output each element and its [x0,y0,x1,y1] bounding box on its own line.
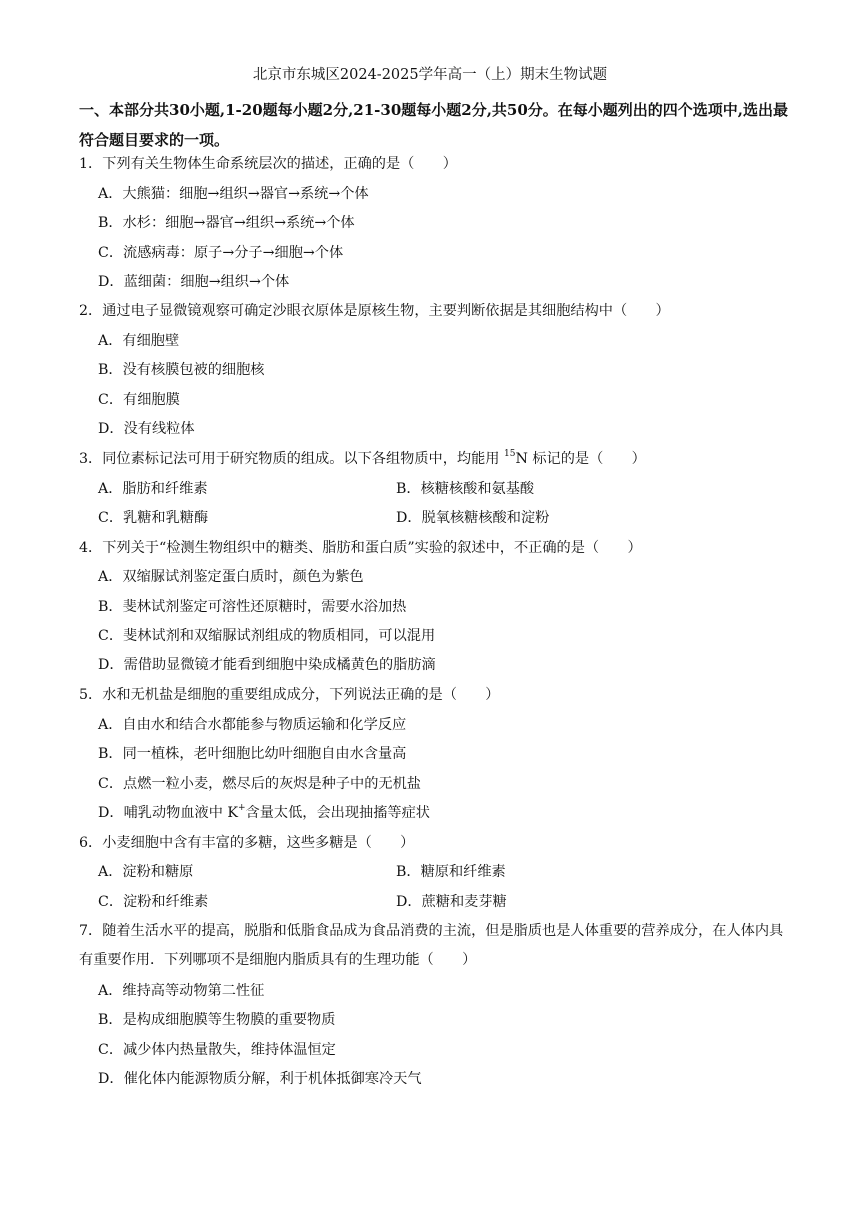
question-5-stem: 5．水和无机盐是细胞的重要组成成分，下列说法正确的是（ ） [79,687,500,703]
question-4-option-c: C．斐林试剂和双缩脲试剂组成的物质相同，可以混用 [98,628,436,644]
question-5-option-d-start: D．哺乳动物血液中 K [98,805,238,821]
question-2-option-c: C．有细胞膜 [98,392,180,408]
question-2-option-b: B．没有核膜包被的细胞核 [98,362,265,378]
question-3-option-a: A．脂肪和纤维素 [98,481,208,497]
question-7-stem: 7．随着生活水平的提高，脱脂和低脂食品成为食品消费的主流，但是脂质也是人体重要的营养成分，在人体内具有重要作用．下列哪项不是细胞内脂质具有的生理功能（ ） [79,923,784,968]
question-5-option-d [98,802,430,824]
question-5-option-c: C．点燃一粒小麦，燃尽后的灰烬是种子中的无机盐 [98,776,421,792]
question-1-stem: 1．下列有关生物体生命系统层次的描述，正确的是（ ） [79,156,457,172]
question-6-option-b: B．糖原和纤维素 [396,864,506,880]
question-2-option-d: D．没有线粒体 [98,421,195,437]
isotope-mass-number: 15 [503,449,516,460]
question-4-stem: 4．下列关于“检测生物组织中的糖类、脂肪和蛋白质”实验的叙述中，不正确的是（ ） [79,540,642,556]
question-7-option-b: B．是构成细胞膜等生物膜的重要物质 [98,1012,336,1028]
question-3-stem [79,448,789,470]
question-5-option-d-end: 含量太低，会出现抽搐等症状 [245,805,430,821]
question-7-option-c: C．减少体内热量散失，维持体温恒定 [98,1042,336,1058]
question-5-option-b: B．同一植株，老叶细胞比幼叶细胞自由水含量高 [98,746,407,762]
question-1-option-b: B．水杉：细胞→器官→组织→系统→个体 [98,215,355,231]
question-3-stem-start: 3．同位素标记法可用于研究物质的组成。以下各组物质中，均能用 [79,451,504,467]
question-3-option-c: C．乳糖和乳糖酶 [98,510,209,526]
question-4-option-a: A．双缩脲试剂鉴定蛋白质时，颜色为紫色 [98,569,364,585]
question-7-option-d: D．催化体内能源物质分解，利于机体抵御寒冷天气 [98,1071,422,1087]
question-2-option-a: A．有细胞壁 [98,333,180,349]
exam-title: 北京市东城区2024-2025学年高一（上）期末生物试题 [252,67,608,83]
question-2-stem: 2．通过电子显微镜观察可确定沙眼衣原体是原核生物，主要判断依据是其细胞结构中（ ） [79,303,670,319]
question-7-option-a: A．维持高等动物第二性征 [98,983,265,999]
ion-charge: + [238,803,246,814]
question-3-option-b: B．核糖核酸和氨基酸 [396,481,535,497]
question-4-option-b: B．斐林试剂鉴定可溶性还原糖时，需要水浴加热 [98,599,407,615]
question-5-option-a: A．自由水和结合水都能参与物质运输和化学反应 [98,717,407,733]
question-6-option-d: D．蔗糖和麦芽糖 [396,894,507,910]
question-1-option-d: D．蓝细菌：细胞→组织→个体 [98,274,290,290]
question-1-option-a: A．大熊猫：细胞→组织→器官→系统→个体 [98,186,369,202]
section-heading: 一、本部分共30小题,1-20题每小题2分,21-30题每小题2分,共50分。在每小题列出的四个选项中,选出最符合题目要求的一项。 [79,101,789,149]
question-1-option-c: C．流感病毒：原子→分子→细胞→个体 [98,245,344,261]
question-6-option-a: A．淀粉和糖原 [98,864,194,880]
question-3-option-d: D．脱氧核糖核酸和淀粉 [396,510,550,526]
question-6-option-c: C．淀粉和纤维素 [98,894,209,910]
question-3-stem-end: N 标记的是（ ） [515,451,646,467]
question-6-stem: 6．小麦细胞中含有丰富的多糖，这些多糖是（ ） [79,835,415,851]
question-4-option-d: D．需借助显微镜才能看到细胞中染成橘黄色的脂肪滴 [98,657,436,673]
